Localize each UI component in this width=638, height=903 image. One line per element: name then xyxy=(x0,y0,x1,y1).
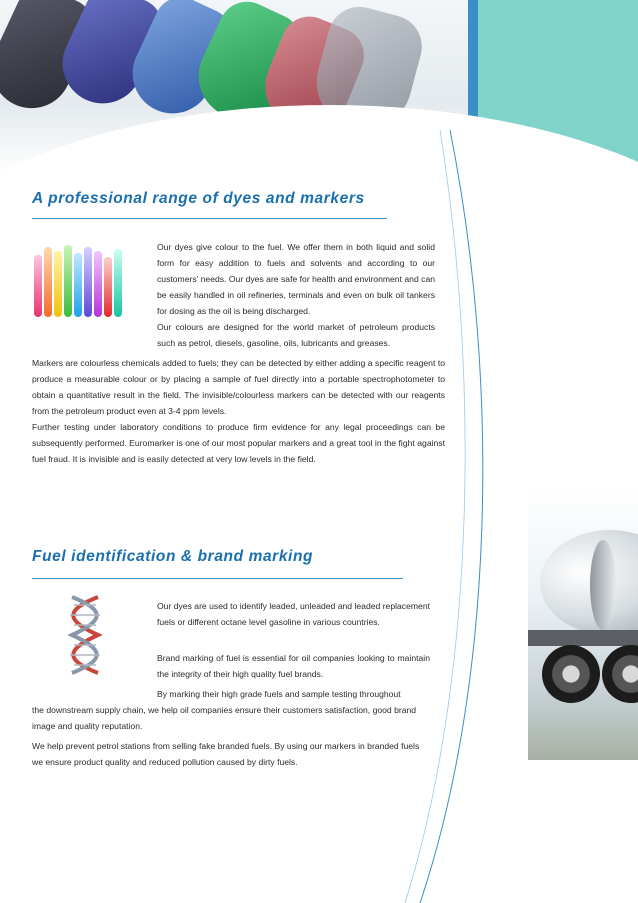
fuel-id-paragraph-1: Our dyes are used to identify leaded, unleaded and leaded replacement fuels or different octane level gasoline in various countries. xyxy=(157,601,430,627)
tanker-truck-photo xyxy=(528,490,638,760)
test-tube-icon xyxy=(54,251,62,317)
section-heading-fuel-identification: Fuel identification & brand marking xyxy=(32,548,314,565)
dyes-paragraph-1: Our dyes give colour to the fuel. We offer them in both liquid and solid form for easy addition to fuels and solvents and according to our customers’ needs. Our dyes are safe for health and environment and can be easily handled in oil refineries, terminals and even on bulk oil tankers for dosing as the oil is being discharged. xyxy=(157,242,435,316)
heading-rule xyxy=(32,218,387,219)
test-tube-icon xyxy=(94,251,102,317)
tank-end-cap xyxy=(590,540,616,630)
dna-helix-image xyxy=(60,595,110,675)
test-tube-icon xyxy=(64,245,72,317)
testing-paragraph: Further testing under laboratory conditions to produce firm evidence for any legal proceedings can be subsequently performed. Euromarker is one of our most popular markers and a great tool in the fight against fuel fraud. It is invisible and is easily detected at very low levels in the field. xyxy=(32,422,445,464)
test-tube-icon xyxy=(34,255,42,317)
dyes-paragraph-2: Our colours are designed for the world market of petroleum products such as petrol, diesels, gasoline, oils, lubricants and greases. xyxy=(157,322,435,348)
tank-body xyxy=(540,530,638,635)
test-tube-icon xyxy=(114,249,122,317)
markers-paragraph: Markers are colourless chemicals added to fuels; they can be detected by either adding a specific reagent to produce a measurable colour or by placing a sample of fuel directly into a portable spectrophotometer to obtain a quantitative result in the field. The invisible/colourless markers can be detected with our reagents from the petroleum product even at 3-4 ppm levels. xyxy=(32,358,445,416)
fuel-id-paragraph-2: Brand marking of fuel is essential for oil companies looking to maintain the integrity of their high quality fuel brands. xyxy=(157,653,430,679)
heading-rule xyxy=(32,578,403,579)
fuel-id-paragraph-3-rest: the downstream supply chain, we help oil companies ensure their customers satisfaction, good brand image and quality reputation. xyxy=(32,705,417,731)
test-tube-icon xyxy=(104,257,112,317)
test-tube-icon xyxy=(74,253,82,317)
test-tube-icon xyxy=(44,247,52,317)
truck-wheel xyxy=(542,645,600,703)
truck-frame xyxy=(528,630,638,646)
test-tubes-photo xyxy=(30,236,126,321)
section-heading-dyes: A professional range of dyes and markers xyxy=(32,190,365,207)
test-tube-icon xyxy=(84,247,92,317)
truck-wheel xyxy=(602,645,638,703)
fuel-id-paragraph-4: We help prevent petrol stations from selling fake branded fuels. By using our markers in branded fuels we ensure product quality and reduced pollution caused by dirty fuels. xyxy=(32,741,420,767)
fuel-id-paragraph-3-start: By marking their high grade fuels and sample testing throughout xyxy=(157,689,401,699)
